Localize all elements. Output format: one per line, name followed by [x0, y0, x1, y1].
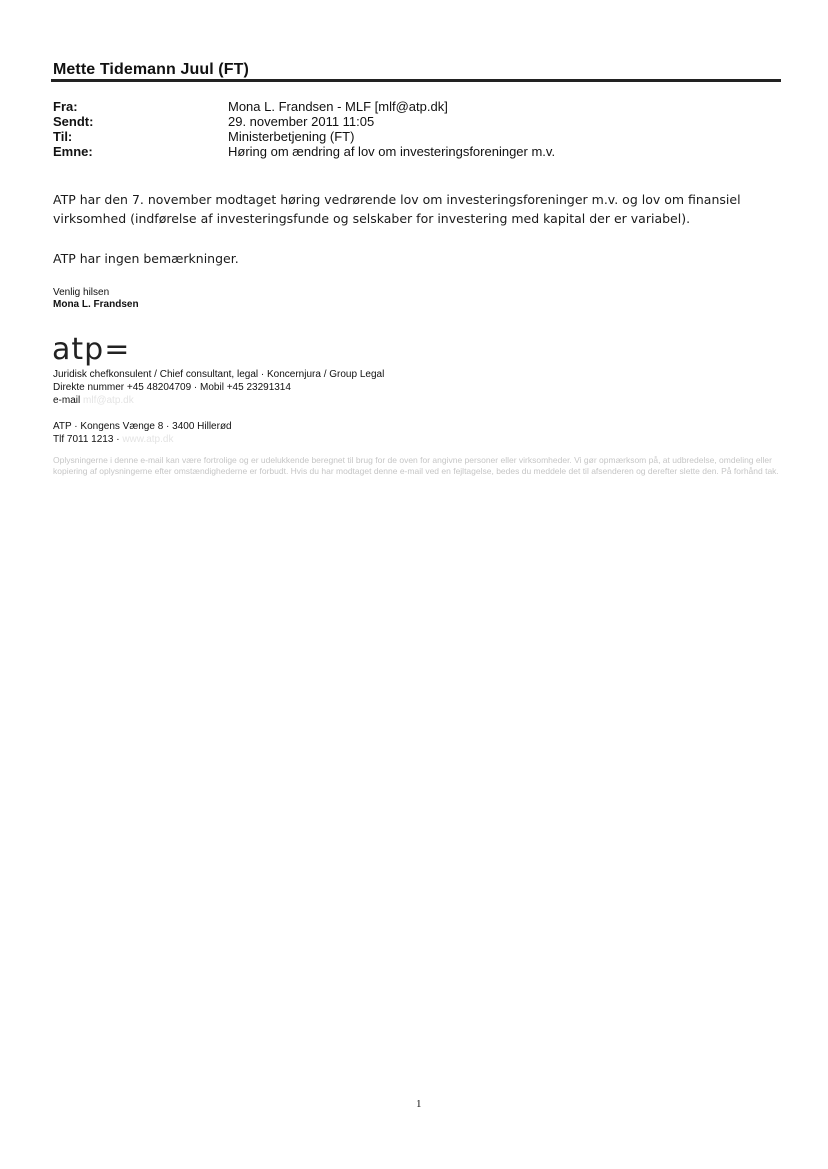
meta-label-subject: Emne:	[53, 144, 93, 159]
signature-tlf	[53, 434, 173, 446]
meta-label-sent: Sendt:	[53, 114, 94, 129]
email-label: e-mail	[53, 395, 81, 406]
body-paragraph-2: ATP har ingen bemærkninger.	[53, 251, 239, 266]
meta-value-to: Ministerbetjening (FT)	[228, 129, 355, 144]
meta-value-subject: Høring om ændring af lov om investeringsforeninger m.v.	[228, 144, 556, 159]
email-link[interactable]: mlf@atp.dk	[83, 395, 134, 406]
signature-title: Juridisk chefkonsulent / Chief consultant, legal · Koncernjura / Group Legal	[53, 369, 385, 380]
website-link[interactable]: www.atp.dk	[122, 434, 174, 445]
meta-value-sent: 29. november 2011 11:05	[228, 114, 375, 129]
meta-label-to: Til:	[53, 129, 73, 144]
page-number: 1	[416, 1098, 422, 1110]
meta-label-from: Fra:	[53, 99, 78, 114]
sender-name: Mette Tidemann Juul (FT)	[53, 61, 249, 78]
disclaimer: Oplysningerne i denne e-mail kan være fortrolige og er udelukkende beregnet til brug for de oven for angivne personer eller virksomheder. Vi gør opmærksom på, at udbredelse, omdeling eller kopiering af oplysningerne efter omstændighederne er forbudt. Hvis du har modtaget denne e-mail ved en fejltagelse, bedes du meddele det til afsenderen og derefter slette den. På forhånd tak.	[53, 455, 779, 476]
tlf-label: Tlf 7011 1213 ·	[53, 434, 120, 445]
signature-phone: Direkte nummer +45 48204709 · Mobil +45 23291314	[53, 382, 291, 393]
atp-logo: atp=	[52, 332, 131, 367]
header-rule	[51, 79, 781, 82]
signature-address: ATP · Kongens Vænge 8 · 3400 Hillerød	[53, 421, 232, 432]
meta-value-from: Mona L. Frandsen - MLF [mlf@atp.dk]	[228, 99, 448, 114]
signature-name: Mona L. Frandsen	[53, 299, 139, 310]
signature-greeting: Venlig hilsen	[53, 287, 110, 298]
signature-email	[53, 395, 134, 407]
body-paragraph-1: ATP har den 7. november modtaget høring vedrørende lov om investeringsforeninger m.v. og lov om finansiel virksomhed (indførelse af investeringsfunde og selskaber for investering med kapital der er variabel).	[53, 192, 741, 226]
